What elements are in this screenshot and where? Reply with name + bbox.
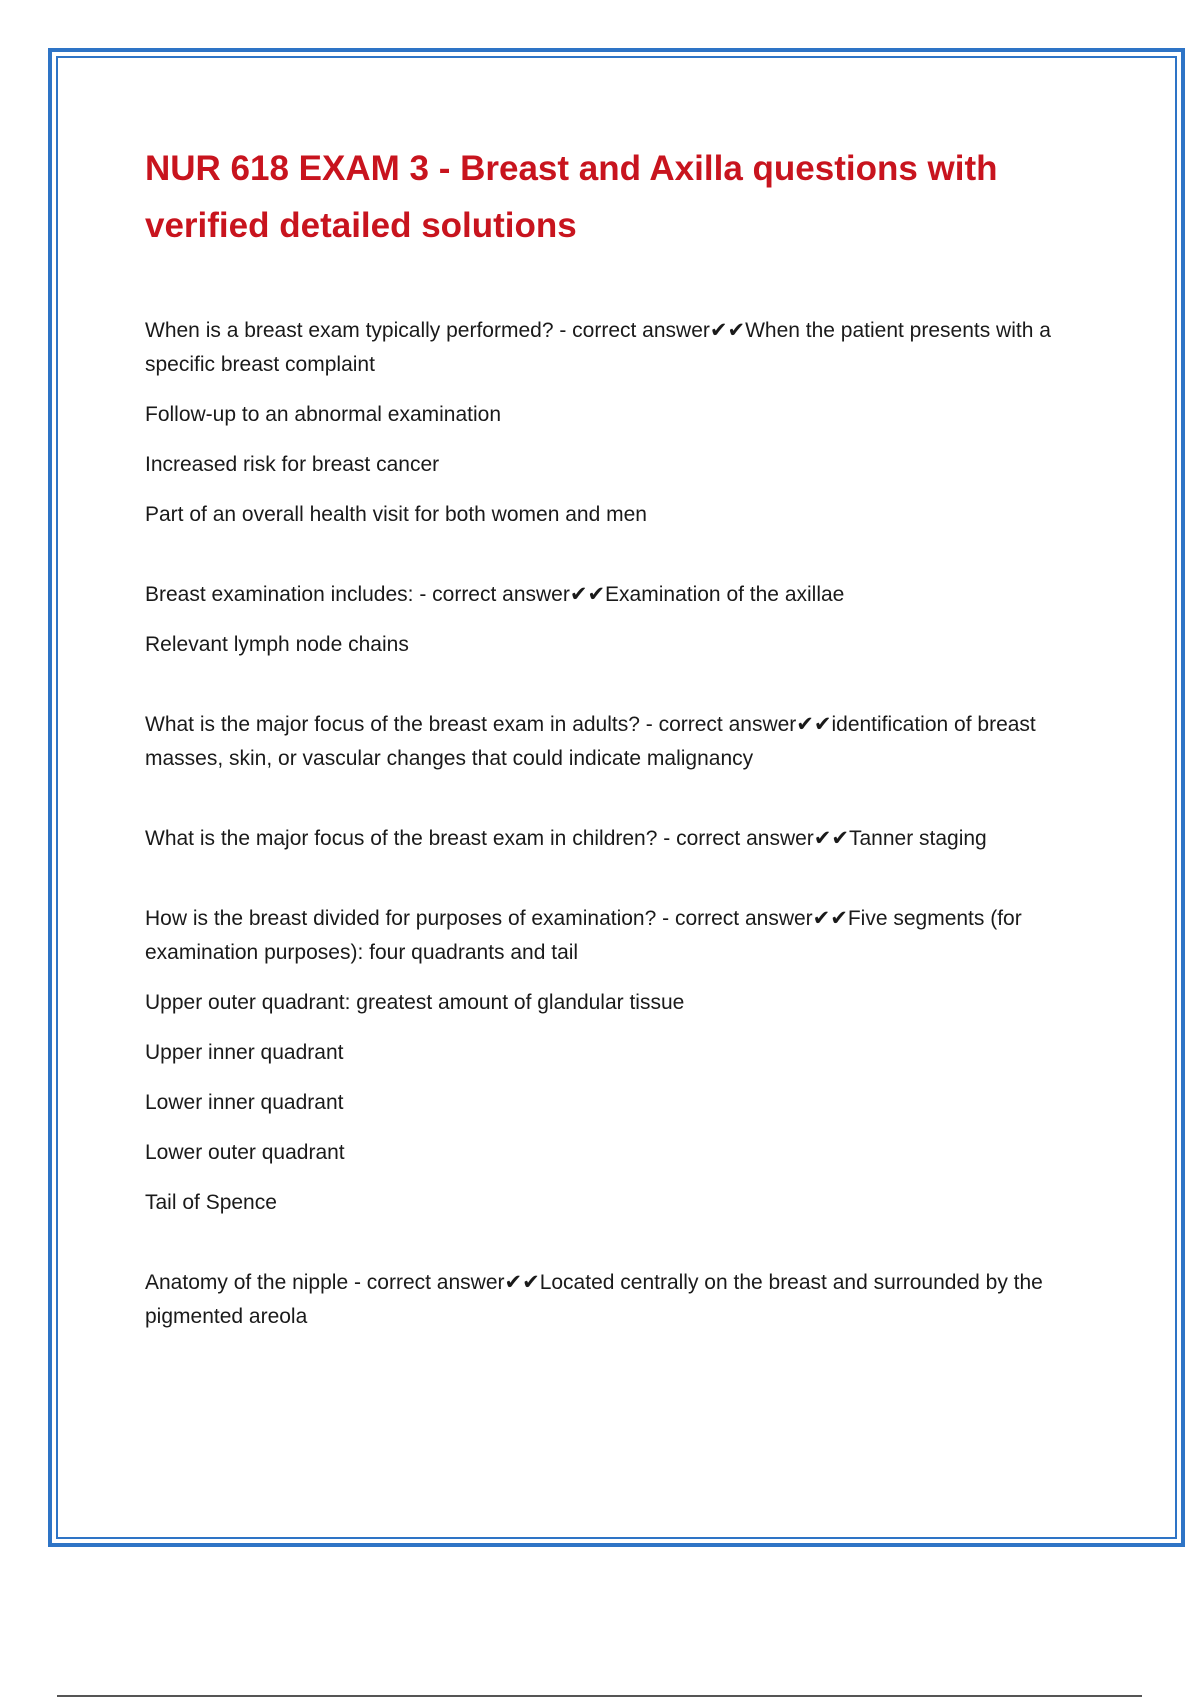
document-content	[145, 140, 1075, 1380]
answer-item: Upper inner quadrant	[145, 1041, 344, 1064]
answer-item: Increased risk for breast cancer	[145, 453, 440, 476]
qa-block-2	[145, 578, 1075, 662]
qa-block-4	[145, 822, 1075, 856]
question-answer: What is the major focus of the breast exam in adults? - correct answer✔✔identification of breast masses, skin, or vascular changes that could indicate malignancy	[145, 713, 1036, 770]
footer-divider	[57, 1695, 1142, 1697]
answer-item: Lower inner quadrant	[145, 1091, 344, 1114]
answer-item: Part of an overall health visit for both women and men	[145, 503, 647, 526]
answer-item: Lower outer quadrant	[145, 1141, 345, 1164]
answer-item: Follow-up to an abnormal examination	[145, 403, 502, 426]
qa-block-3	[145, 708, 1075, 776]
question-answer: Breast examination includes: - correct answer✔✔Examination of the axillae	[145, 583, 845, 606]
question-answer: What is the major focus of the breast exam in children? - correct answer✔✔Tanner staging	[145, 827, 987, 850]
qa-block-5	[145, 902, 1075, 1220]
question-answer: When is a breast exam typically performed? - correct answer✔✔When the patient presents with a specific breast complaint	[145, 319, 1051, 376]
qa-block-6	[145, 1266, 1075, 1334]
answer-item: Tail of Spence	[145, 1191, 277, 1214]
answer-item: Relevant lymph node chains	[145, 633, 409, 656]
qa-block-1	[145, 314, 1075, 532]
question-answer: Anatomy of the nipple - correct answer✔✔Located centrally on the breast and surrounded by the pigmented areola	[145, 1271, 1043, 1328]
document-title: NUR 618 EXAM 3 - Breast and Axilla questions with verified detailed solutions	[145, 149, 998, 245]
answer-item: Upper outer quadrant: greatest amount of glandular tissue	[145, 991, 685, 1014]
question-answer: How is the breast divided for purposes of examination? - correct answer✔✔Five segments (for examination purposes): four quadrants and tail	[145, 907, 1022, 964]
